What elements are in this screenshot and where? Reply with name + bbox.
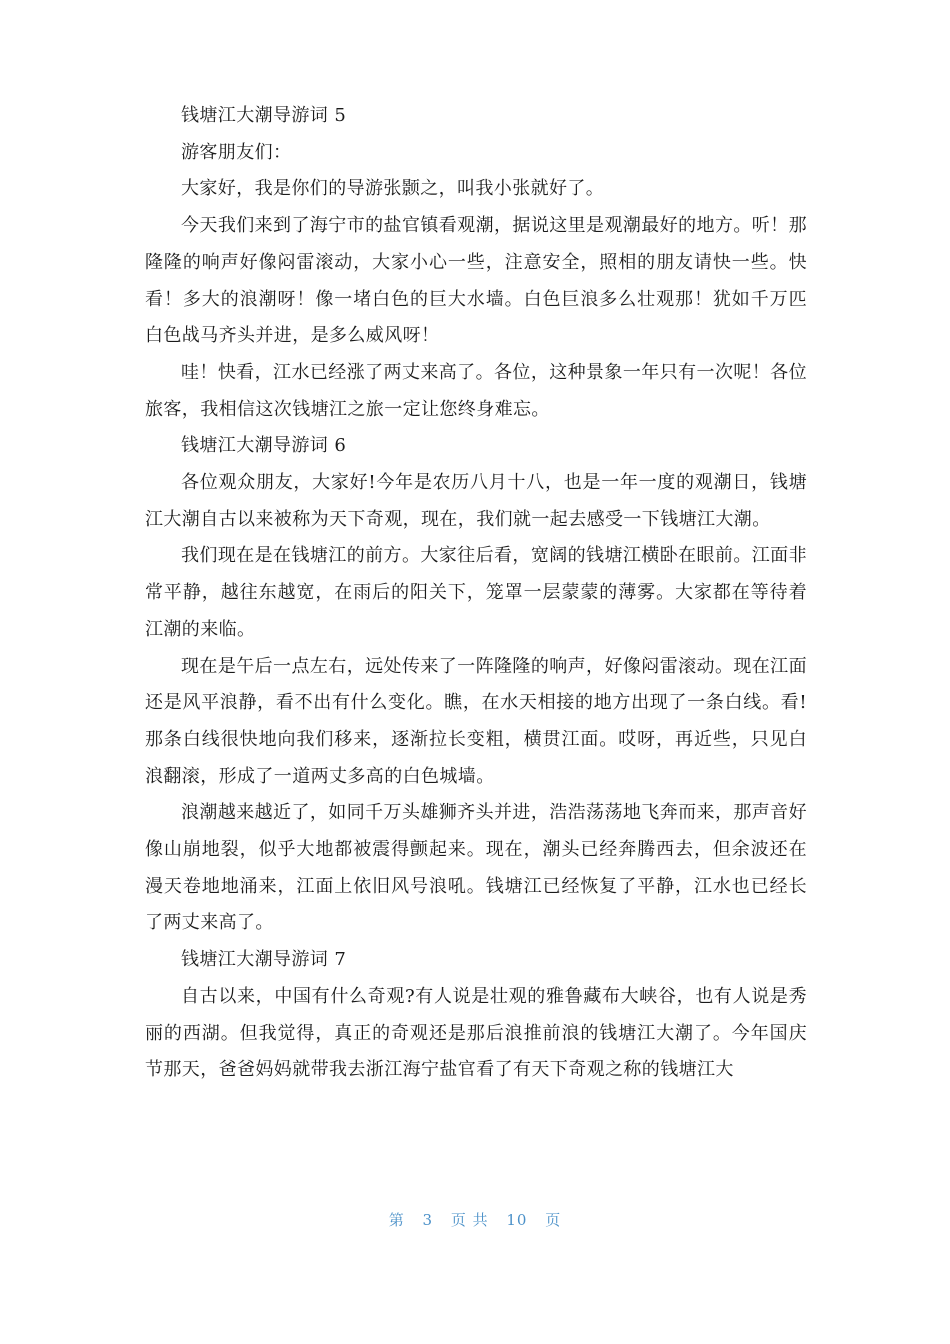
footer-total-pages: 10 [506,1211,528,1229]
paragraph: 今天我们来到了海宁市的盐官镇看观潮，据说这里是观潮最好的地方。听！那隆隆的响声好像闷雷滚动，大家小心一些，注意安全，照相的朋友请快一些。快看！多大的浪潮呀！像一堵白色的巨大水墙。白色巨浪多么壮观那！犹如千万匹白色战马齐头并进，是多么威风呀！ [145,215,807,347]
paragraph: 现在是午后一点左右，远处传来了一阵隆隆的响声，好像闷雷滚动。现在江面还是风平浪静，看不出有什么变化。瞧，在水天相接的地方出现了一条白线。看!那条白线很快地向我们移来，逐渐拉长变粗，横贯江面。哎呀，再近些，只见白浪翻滚，形成了一道两丈多高的白色城墙。 [145,655,807,787]
section-heading: 钱塘江大潮导游词 6 [181,435,347,457]
paragraph: 游客朋友们： [181,141,292,163]
footer-ye-gong: 页 共 [450,1211,489,1229]
section-heading: 钱塘江大潮导游词 5 [181,105,347,126]
paragraph: 大家好，我是你们的导游张颢之，叫我小张就好了。 [181,178,605,200]
section-heading: 钱塘江大潮导游词 7 [181,949,347,971]
page-footer [0,1209,950,1230]
footer-page-number: 3 [422,1211,434,1229]
paragraph: 各位观众朋友，大家好!今年是农历八月十八，也是一年一度的观潮日，钱塘江大潮自古以来被称为天下奇观，现在，我们就一起去感受一下钱塘江大潮。 [145,472,807,530]
paragraph: 自古以来，中国有什么奇观?有人说是壮观的雅鲁藏布大峡谷，也有人说是秀丽的西湖。但我觉得，真正的奇观还是那后浪推前浪的钱塘江大潮了。今年国庆节那天，爸爸妈妈就带我去浙江海宁盐官看了有天下奇观之称的钱塘江大 [145,985,807,1081]
footer-di: 第 [388,1211,405,1229]
paragraph: 我们现在是在钱塘江的前方。大家往后看，宽阔的钱塘江横卧在眼前。江面非常平静，越往东越宽，在雨后的阳关下，笼罩一层蒙蒙的薄雾。大家都在等待着江潮的来临。 [145,545,807,640]
footer-ye: 页 [545,1211,562,1229]
document-body [145,98,807,1089]
paragraph: 哇！快看，江水已经涨了两丈来高了。各位，这种景象一年只有一次呢！各位旅客，我相信这次钱塘江之旅一定让您终身难忘。 [145,361,807,420]
paragraph: 浪潮越来越近了，如同千万头雄狮齐头并进，浩浩荡荡地飞奔而来，那声音好像山崩地裂，似乎大地都被震得颤起来。现在，潮头已经奔腾西去，但余波还在漫天卷地地涌来，江面上依旧风号浪吼。钱塘江已经恢复了平静，江水也已经长了两丈来高了。 [145,802,807,934]
